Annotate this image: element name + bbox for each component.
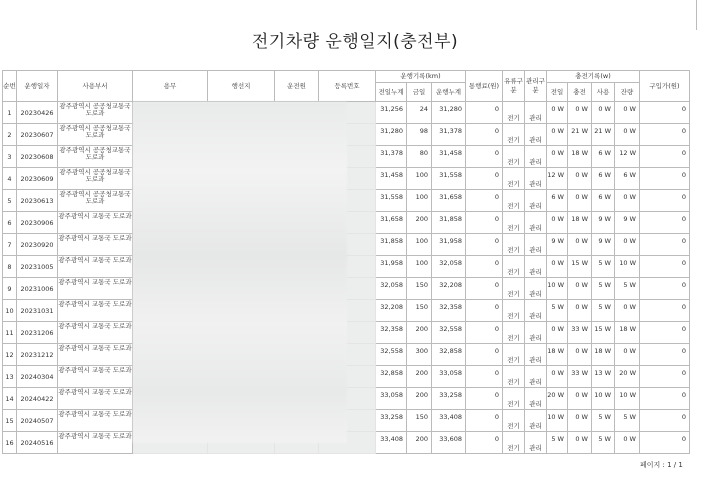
- row-remain: 18 W: [615, 322, 640, 344]
- page-title: 전기차량 운행일지(충전부): [251, 32, 459, 52]
- row-total: 33,058: [432, 366, 466, 388]
- row-date: 20240507: [17, 410, 58, 432]
- row-before: 32,858: [376, 366, 407, 388]
- row-before: 32,058: [376, 278, 407, 300]
- row-dept: 광주광역시 교통국 도로과: [58, 410, 133, 432]
- row-remain: 5 W: [615, 410, 640, 432]
- row-charge: 15 W: [568, 256, 592, 278]
- row-fuel-type: 전기: [503, 432, 525, 454]
- row-mgmt-type: 관리: [525, 102, 547, 124]
- row-remain: 0 W: [615, 234, 640, 256]
- row-total: 32,058: [432, 256, 466, 278]
- row-today: 300: [407, 344, 432, 366]
- row-before: 32,208: [376, 300, 407, 322]
- row-before: 31,958: [376, 256, 407, 278]
- row-mgmt-type: 관리: [525, 344, 547, 366]
- row-use: 18 W: [592, 344, 615, 366]
- row-fuel-type: 전기: [503, 344, 525, 366]
- row-fuel-type: 전기: [503, 410, 525, 432]
- row-seq: 15: [3, 410, 17, 432]
- row-dept: 광주광역시 공공청교통국 도로과: [58, 102, 133, 124]
- row-charge: 0 W: [568, 300, 592, 322]
- row-use: 6 W: [592, 146, 615, 168]
- row-purchase: 0: [640, 432, 690, 454]
- row-date: 20240516: [17, 432, 58, 454]
- row-charge: 21 W: [568, 124, 592, 146]
- header-use: 사용: [592, 83, 615, 102]
- row-fuel-type: 전기: [503, 322, 525, 344]
- header-purchase: 구입가(원): [640, 71, 690, 102]
- row-today: 150: [407, 300, 432, 322]
- row-today: 80: [407, 146, 432, 168]
- row-date: 20230613: [17, 190, 58, 212]
- row-mgmt-type: 관리: [525, 322, 547, 344]
- row-before: 31,858: [376, 234, 407, 256]
- row-remain: 10 W: [615, 388, 640, 410]
- row-date: 20230608: [17, 146, 58, 168]
- row-seq: 11: [3, 322, 17, 344]
- row-dept: 광주광역시 교통국 도로과: [58, 388, 133, 410]
- row-fuel-type: 전기: [503, 168, 525, 190]
- row-toll: 0: [466, 234, 503, 256]
- row-prev: 18 W: [547, 344, 568, 366]
- row-total: 32,358: [432, 300, 466, 322]
- row-use: 5 W: [592, 300, 615, 322]
- row-mgmt-type: 관리: [525, 124, 547, 146]
- row-charge: 33 W: [568, 366, 592, 388]
- row-dept: 광주광역시 공공청교통국 도로과: [58, 146, 133, 168]
- row-today: 150: [407, 410, 432, 432]
- row-seq: 2: [3, 124, 17, 146]
- row-date: 20231031: [17, 300, 58, 322]
- row-prev: 5 W: [547, 432, 568, 454]
- row-prev: 0 W: [547, 146, 568, 168]
- row-date: 20240304: [17, 366, 58, 388]
- row-today: 200: [407, 366, 432, 388]
- header-fuel-type: 유류구분: [503, 71, 525, 102]
- row-prev: 0 W: [547, 256, 568, 278]
- row-total: 31,858: [432, 212, 466, 234]
- row-mgmt-type: 관리: [525, 256, 547, 278]
- row-fuel-type: 전기: [503, 388, 525, 410]
- row-mgmt-type: 관리: [525, 432, 547, 454]
- header-mgmt-type: 관리구분: [525, 71, 547, 102]
- row-use: 21 W: [592, 124, 615, 146]
- row-total: 33,608: [432, 432, 466, 454]
- row-total: 31,458: [432, 146, 466, 168]
- row-seq: 6: [3, 212, 17, 234]
- row-toll: 0: [466, 146, 503, 168]
- row-purchase: 0: [640, 234, 690, 256]
- row-purchase: 0: [640, 344, 690, 366]
- row-remain: 6 W: [615, 168, 640, 190]
- row-dept: 광주광역시 교통국 도로과: [58, 256, 133, 278]
- row-date: 20230906: [17, 212, 58, 234]
- row-toll: 0: [466, 432, 503, 454]
- row-purchase: 0: [640, 146, 690, 168]
- header-purpose: 용무: [133, 71, 208, 102]
- row-seq: 12: [3, 344, 17, 366]
- row-total: 31,958: [432, 234, 466, 256]
- row-date: 20231206: [17, 322, 58, 344]
- row-before: 31,458: [376, 168, 407, 190]
- row-total: 31,658: [432, 190, 466, 212]
- row-seq: 9: [3, 278, 17, 300]
- row-remain: 0 W: [615, 102, 640, 124]
- row-date: 20230607: [17, 124, 58, 146]
- row-fuel-type: 전기: [503, 146, 525, 168]
- row-total: 32,558: [432, 322, 466, 344]
- row-mgmt-type: 관리: [525, 366, 547, 388]
- header-date: 운행일자: [17, 71, 58, 102]
- header-mileage-group: 운행기록(km): [376, 71, 466, 83]
- row-charge: 18 W: [568, 146, 592, 168]
- row-use: 0 W: [592, 102, 615, 124]
- row-dept: 광주광역시 공공청교통국 도로과: [58, 124, 133, 146]
- row-purchase: 0: [640, 388, 690, 410]
- row-today: 100: [407, 256, 432, 278]
- row-before: 33,408: [376, 432, 407, 454]
- header-driver: 운전원: [275, 71, 319, 102]
- header-dept: 사용부서: [58, 71, 133, 102]
- row-use: 6 W: [592, 168, 615, 190]
- row-charge: 0 W: [568, 410, 592, 432]
- row-toll: 0: [466, 168, 503, 190]
- row-charge: 0 W: [568, 432, 592, 454]
- row-date: 20231005: [17, 256, 58, 278]
- row-dept: 광주광역시 교통국 도로과: [58, 278, 133, 300]
- row-fuel-type: 전기: [503, 278, 525, 300]
- header-remain: 잔량: [615, 83, 640, 102]
- row-today: 24: [407, 102, 432, 124]
- header-charge: 충전: [568, 83, 592, 102]
- row-before: 31,256: [376, 102, 407, 124]
- row-total: 32,208: [432, 278, 466, 300]
- row-toll: 0: [466, 344, 503, 366]
- row-seq: 14: [3, 388, 17, 410]
- row-mgmt-type: 관리: [525, 278, 547, 300]
- row-purchase: 0: [640, 300, 690, 322]
- row-dept: 광주광역시 교통국 도로과: [58, 366, 133, 388]
- row-seq: 5: [3, 190, 17, 212]
- row-fuel-type: 전기: [503, 212, 525, 234]
- row-toll: 0: [466, 256, 503, 278]
- row-dept: 광주광역시 교통국 도로과: [58, 344, 133, 366]
- row-before: 33,058: [376, 388, 407, 410]
- row-remain: 0 W: [615, 124, 640, 146]
- row-before: 32,558: [376, 344, 407, 366]
- row-today: 200: [407, 212, 432, 234]
- row-seq: 13: [3, 366, 17, 388]
- header-toll: 통행료(원): [466, 71, 503, 102]
- row-charge: 0 W: [568, 234, 592, 256]
- row-before: 31,280: [376, 124, 407, 146]
- row-toll: 0: [466, 102, 503, 124]
- row-toll: 0: [466, 322, 503, 344]
- header-seq: 순번: [3, 71, 17, 102]
- page-edge-line: [696, 0, 697, 30]
- row-mgmt-type: 관리: [525, 190, 547, 212]
- row-dept: 광주광역시 교통국 도로과: [58, 432, 133, 454]
- row-dept: 광주광역시 교통국 도로과: [58, 300, 133, 322]
- row-before: 31,658: [376, 212, 407, 234]
- row-total: 32,858: [432, 344, 466, 366]
- row-remain: 12 W: [615, 146, 640, 168]
- row-remain: 0 W: [615, 432, 640, 454]
- row-prev: 0 W: [547, 366, 568, 388]
- row-toll: 0: [466, 366, 503, 388]
- header-route: 행선지: [208, 71, 275, 102]
- row-today: 100: [407, 168, 432, 190]
- row-seq: 8: [3, 256, 17, 278]
- row-total: 31,378: [432, 124, 466, 146]
- row-use: 15 W: [592, 322, 615, 344]
- header-charge-group: 충전기록(w): [547, 71, 640, 83]
- row-prev: 10 W: [547, 410, 568, 432]
- row-today: 100: [407, 190, 432, 212]
- row-use: 9 W: [592, 212, 615, 234]
- row-fuel-type: 전기: [503, 256, 525, 278]
- row-purchase: 0: [640, 256, 690, 278]
- row-toll: 0: [466, 388, 503, 410]
- row-seq: 10: [3, 300, 17, 322]
- row-toll: 0: [466, 124, 503, 146]
- row-seq: 4: [3, 168, 17, 190]
- row-fuel-type: 전기: [503, 366, 525, 388]
- row-remain: 0 W: [615, 190, 640, 212]
- row-use: 5 W: [592, 410, 615, 432]
- row-toll: 0: [466, 300, 503, 322]
- row-prev: 20 W: [547, 388, 568, 410]
- row-prev: 0 W: [547, 102, 568, 124]
- row-fuel-type: 전기: [503, 300, 525, 322]
- row-total: 33,258: [432, 388, 466, 410]
- row-charge: 33 W: [568, 322, 592, 344]
- row-use: 5 W: [592, 432, 615, 454]
- row-before: 31,378: [376, 146, 407, 168]
- page-number: 페이지 : 1 / 1: [640, 461, 683, 469]
- header-total: 운행누계: [432, 83, 466, 102]
- row-charge: 0 W: [568, 190, 592, 212]
- row-prev: 12 W: [547, 168, 568, 190]
- row-prev: 0 W: [547, 322, 568, 344]
- row-remain: 20 W: [615, 366, 640, 388]
- row-before: 32,358: [376, 322, 407, 344]
- redacted-area: [133, 102, 347, 443]
- row-today: 100: [407, 234, 432, 256]
- row-prev: 5 W: [547, 300, 568, 322]
- row-use: 10 W: [592, 388, 615, 410]
- row-today: 98: [407, 124, 432, 146]
- row-purchase: 0: [640, 124, 690, 146]
- row-use: 9 W: [592, 234, 615, 256]
- row-today: 200: [407, 322, 432, 344]
- row-dept: 광주광역시 교통국 도로과: [58, 322, 133, 344]
- row-charge: 0 W: [568, 168, 592, 190]
- row-purchase: 0: [640, 366, 690, 388]
- row-date: 20230426: [17, 102, 58, 124]
- row-use: 13 W: [592, 366, 615, 388]
- row-charge: 0 W: [568, 102, 592, 124]
- row-total: 31,558: [432, 168, 466, 190]
- row-seq: 16: [3, 432, 17, 454]
- row-charge: 0 W: [568, 278, 592, 300]
- row-remain: 0 W: [615, 300, 640, 322]
- row-dept: 광주광역시 교통국 도로과: [58, 212, 133, 234]
- row-charge: 0 W: [568, 344, 592, 366]
- row-toll: 0: [466, 278, 503, 300]
- row-today: 200: [407, 388, 432, 410]
- row-use: 5 W: [592, 278, 615, 300]
- row-toll: 0: [466, 212, 503, 234]
- row-date: 20231006: [17, 278, 58, 300]
- row-fuel-type: 전기: [503, 190, 525, 212]
- row-dept: 광주광역시 교통국 도로과: [58, 234, 133, 256]
- row-fuel-type: 전기: [503, 102, 525, 124]
- row-purchase: 0: [640, 322, 690, 344]
- row-remain: 10 W: [615, 256, 640, 278]
- row-purchase: 0: [640, 102, 690, 124]
- row-before: 31,558: [376, 190, 407, 212]
- row-charge: 18 W: [568, 212, 592, 234]
- row-prev: 9 W: [547, 234, 568, 256]
- header-before: 전일누계: [376, 83, 407, 102]
- row-mgmt-type: 관리: [525, 300, 547, 322]
- row-prev: 0 W: [547, 124, 568, 146]
- row-mgmt-type: 관리: [525, 388, 547, 410]
- row-purchase: 0: [640, 168, 690, 190]
- row-remain: 9 W: [615, 212, 640, 234]
- header-prev: 전일: [547, 83, 568, 102]
- row-seq: 1: [3, 102, 17, 124]
- row-today: 200: [407, 432, 432, 454]
- row-date: 20230609: [17, 168, 58, 190]
- row-toll: 0: [466, 410, 503, 432]
- row-mgmt-type: 관리: [525, 168, 547, 190]
- row-seq: 3: [3, 146, 17, 168]
- row-mgmt-type: 관리: [525, 410, 547, 432]
- row-remain: 0 W: [615, 344, 640, 366]
- row-total: 33,408: [432, 410, 466, 432]
- row-today: 150: [407, 278, 432, 300]
- row-mgmt-type: 관리: [525, 212, 547, 234]
- row-use: 5 W: [592, 256, 615, 278]
- row-fuel-type: 전기: [503, 234, 525, 256]
- row-prev: 0 W: [547, 212, 568, 234]
- row-mgmt-type: 관리: [525, 234, 547, 256]
- row-prev: 10 W: [547, 278, 568, 300]
- row-use: 6 W: [592, 190, 615, 212]
- row-purchase: 0: [640, 212, 690, 234]
- row-remain: 5 W: [615, 278, 640, 300]
- row-charge: 0 W: [568, 388, 592, 410]
- row-seq: 7: [3, 234, 17, 256]
- row-date: 20231212: [17, 344, 58, 366]
- row-date: 20230920: [17, 234, 58, 256]
- row-before: 33,258: [376, 410, 407, 432]
- header-reg: 등록번호: [319, 71, 376, 102]
- row-dept: 광주광역시 공공청교통국 도로과: [58, 168, 133, 190]
- row-dept: 광주광역시 공공청교통국 도로과: [58, 190, 133, 212]
- row-purchase: 0: [640, 278, 690, 300]
- row-prev: 6 W: [547, 190, 568, 212]
- row-total: 31,280: [432, 102, 466, 124]
- row-mgmt-type: 관리: [525, 146, 547, 168]
- row-toll: 0: [466, 190, 503, 212]
- header-today: 금일: [407, 83, 432, 102]
- row-purchase: 0: [640, 410, 690, 432]
- row-purchase: 0: [640, 190, 690, 212]
- row-date: 20240422: [17, 388, 58, 410]
- row-fuel-type: 전기: [503, 124, 525, 146]
